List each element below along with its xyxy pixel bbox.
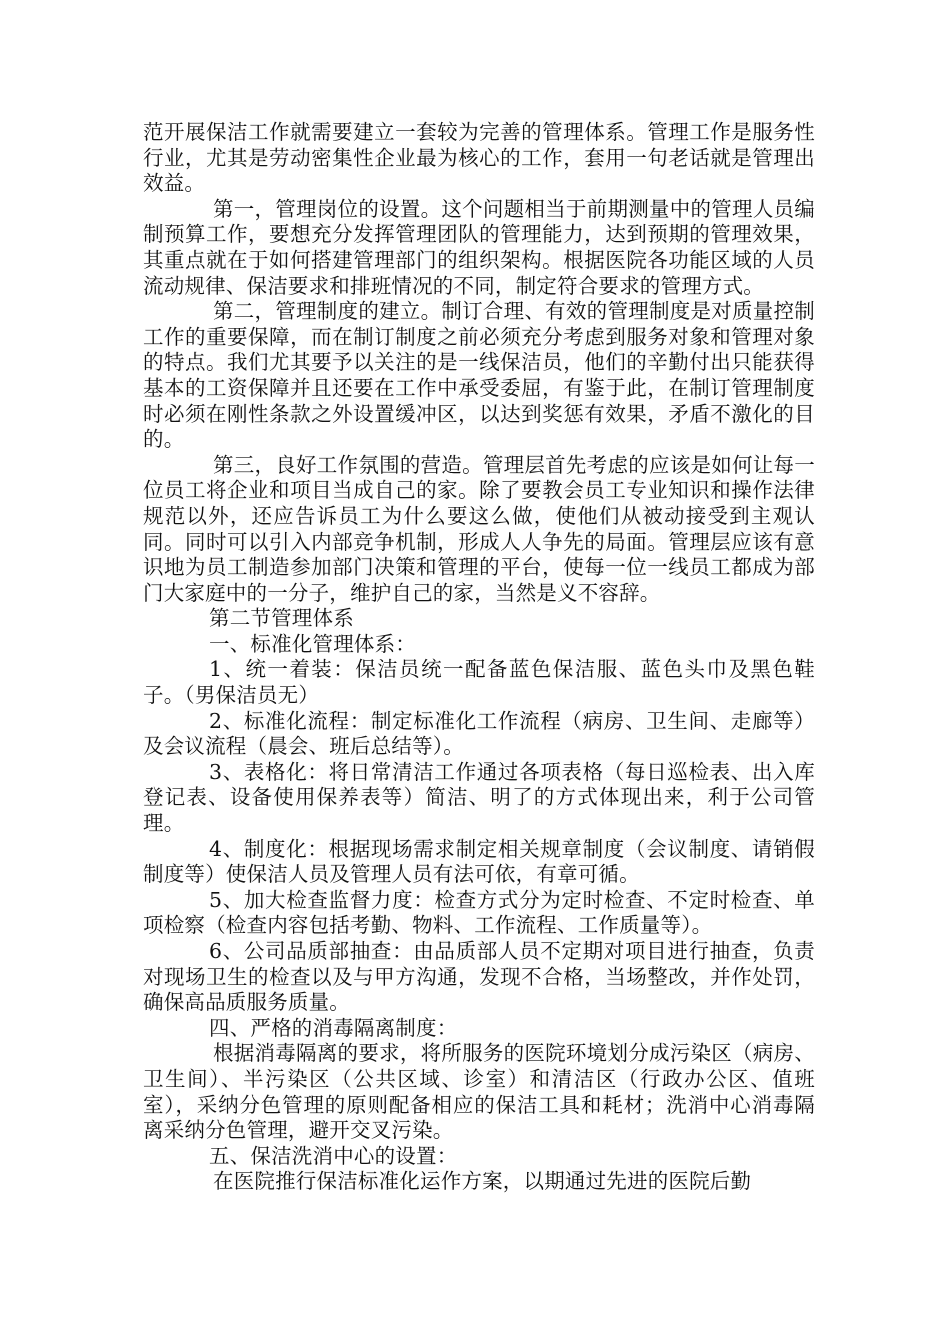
subsection-heading-cleaning-center: 五、保洁洗消中心的设置： [209, 1143, 458, 1168]
paragraph-second-point: 第二，管理制度的建立。制订合理、有效的管理制度是对质量控制工作的重要保障，而在制订制度之前必须充分考虑到服务对象和管理对象的特点。我们尤其要予以关注的是一线保洁员，他们的辛勤付出只能获得基本的工资保障并且还要在工作中承受委屈，有鉴于此，在制订管理制度时必须在刚性条款之外设置缓冲区，以达到奖惩有效果，矛盾不激化的目的。 [143, 299, 815, 452]
list-item-process: 2、标准化流程：制定标准化工作流程（病房、卫生间、走廊等）及会议流程（晨会、班后总结等）。 [143, 708, 815, 759]
document-body [143, 120, 815, 1195]
list-item-rules: 4、制度化：根据现场需求制定相关规章制度（会议制度、请销假制度等）使保洁人员及管理人员有法可依，有章可循。 [143, 836, 815, 887]
paragraph-disinfection: 根据消毒隔离的要求，将所服务的医院环境划分成污染区（病房、卫生间）、半污染区（公共区域、诊室）和清洁区（行政办公区、值班室），采纳分色管理的原则配备相应的保洁工具和耗材；洗消中心消毒隔离采纳分色管理，避开交叉污染。 [143, 1041, 815, 1143]
subsection-heading-standardization: 一、标准化管理体系： [209, 631, 416, 656]
paragraph-cleaning-center: 在医院推行保洁标准化运作方案，以期通过先进的医院后勤 [213, 1169, 752, 1194]
subsection-heading-disinfection: 四、严格的消毒隔离制度： [209, 1015, 458, 1040]
list-item-uniform: 1、统一着装：保洁员统一配备蓝色保洁服、蓝色头巾及黑色鞋子。（男保洁员无） [143, 657, 815, 708]
paragraph-third-point: 第三，良好工作氛围的营造。管理层首先考虑的应该是如何让每一位员工将企业和项目当成自己的家。除了要教会员工专业知识和操作法律规范以外，还应告诉员工为什么要这么做，使他们从被动接受到主观认同。同时可以引入内部竞争机制，形成人人争先的局面。管理层应该有意识地为员工制造参加部门决策和管理的平台，使每一位一线员工都成为部门大家庭中的一分子，维护自己的家，当然是义不容辞。 [143, 452, 815, 605]
list-item-quality-check: 6、公司品质部抽查：由品质部人员不定期对项目进行抽查，负责对现场卫生的检查以及与甲方沟通，发现不合格，当场整改，并作处罚，确保高品质服务质量。 [143, 939, 815, 1015]
list-item-inspection: 5、加大检查监督力度：检查方式分为定时检查、不定时检查、单项检察（检查内容包括考勤、物料、工作流程、工作质量等）。 [143, 887, 815, 938]
section-heading: 第二节管理体系 [209, 606, 354, 631]
paragraph-intro: 范开展保洁工作就需要建立一套较为完善的管理体系。管理工作是服务性行业，尤其是劳动密集性企业最为核心的工作，套用一句老话就是管理出效益。 [143, 120, 815, 196]
paragraph-first-point: 第一，管理岗位的设置。这个问题相当于前期测量中的管理人员编制预算工作，要想充分发挥管理团队的管理能力，达到预期的管理效果，其重点就在于如何搭建管理部门的组织架构。根据医院各功能区域的人员流动规律、保洁要求和排班情况的不同，制定符合要求的管理方式。 [143, 196, 815, 298]
list-item-forms: 3、表格化：将日常清洁工作通过各项表格（每日巡检表、出入库登记表、设备使用保养表等）简洁、明了的方式体现出来，利于公司管理。 [143, 759, 815, 836]
